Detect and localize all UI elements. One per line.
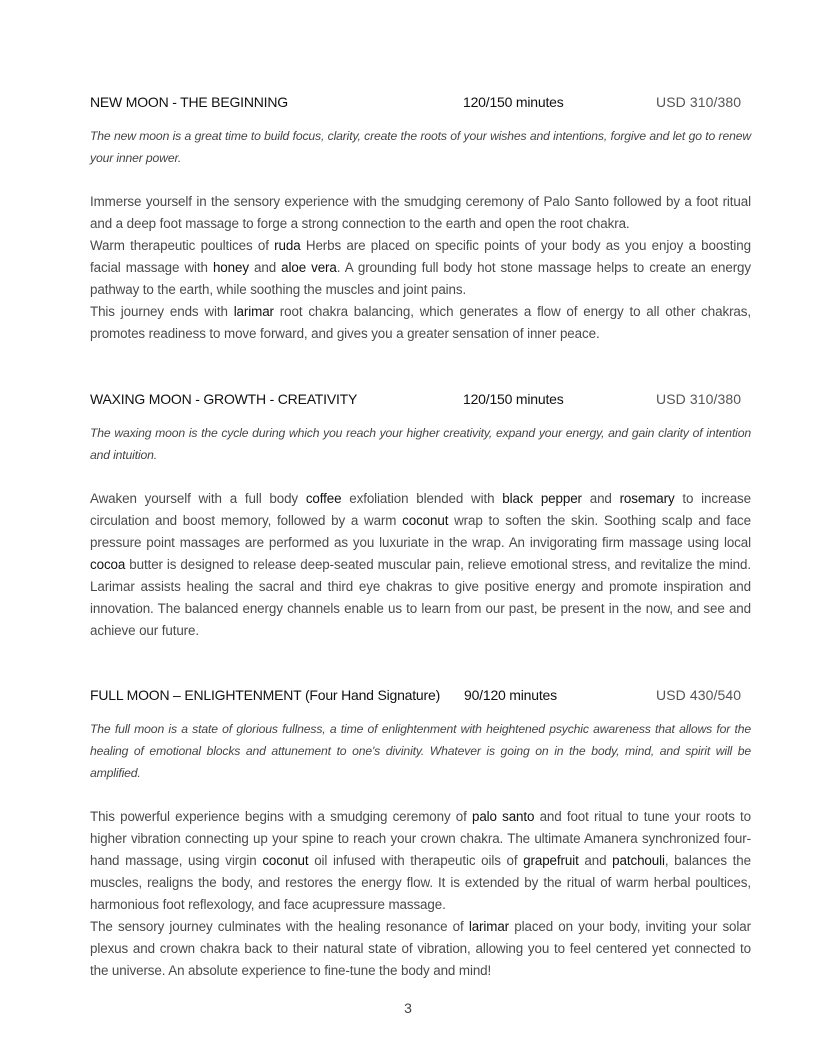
ingredient-highlight: aloe vera: [281, 260, 337, 275]
text-run: Herbs are placed on specific points of your body as you enjoy a boosting facial massage with: [90, 238, 752, 275]
text-run: The sensory journey culminates with the healing resonance of: [90, 919, 469, 934]
text-run: and: [248, 260, 282, 275]
treatment-intro: The new moon is a great time to build focus, clarity, create the roots of your wishes and intentions, forgive and let go to renew your inner power.: [90, 129, 751, 165]
treatment-title: NEW MOON - THE BEGINNING: [90, 94, 288, 110]
ingredient-highlight: patchouli: [612, 853, 665, 868]
ingredient-highlight: coconut: [262, 853, 309, 868]
description-paragraph: [90, 235, 751, 301]
treatment-price: USD 310/380: [656, 391, 742, 407]
description-paragraph: [90, 916, 751, 982]
description-paragraph: [90, 488, 751, 642]
description-paragraph: [90, 191, 751, 235]
treatment-waxing-moon: [90, 391, 751, 642]
treatment-description: [90, 806, 751, 982]
ingredient-highlight: grapefruit: [523, 853, 579, 868]
text-run: wrap to soften the skin. Soothing scalp and face pressure point massages are performed as you luxuriate in the wrap. An invigorating firm massage using local: [90, 513, 752, 550]
treatment-title: FULL MOON – ENLIGHTENMENT (Four Hand Signature): [90, 687, 441, 703]
ingredient-highlight: cocoa: [90, 557, 126, 572]
treatment-duration: 90/120 minutes: [464, 687, 557, 703]
text-run: , balances the muscles, realigns the body, and restores the energy flow. It is extended by the ritual of warm herbal poultices, harmonious foot reflexology, and face acupressure massage.: [90, 853, 751, 912]
text-run: . A grounding full body hot stone massage helps to create an energy pathway to the earth, while soothing the muscles and joint pains.: [90, 260, 751, 297]
text-run: Awaken yourself with a full body: [90, 491, 306, 506]
page-number: 3: [404, 1000, 412, 1016]
ingredient-highlight: palo santo: [471, 809, 535, 824]
text-run: butter is designed to release deep-seated muscular pain, relieve emotional stress, and revitalize the mind. Larimar assists healing the sacral and third eye chakras to give positive energy and promote inspiration and innovation. The balanced energy channels enable us to learn from our past, be present in the now, and see and achieve our future.: [90, 557, 751, 638]
treatment-header: [90, 391, 751, 409]
text-run: and: [581, 491, 620, 506]
ingredient-highlight: coconut: [402, 513, 449, 528]
ingredient-highlight: black pepper: [502, 491, 582, 506]
treatment-intro: The full moon is a state of glorious fullness, a time of enlightenment with heightened psychic awareness that allows for the healing of emotional blocks and attunement to one's divinity. Whatever is going on in the body, mind, and spirit will be amplified.: [90, 722, 751, 780]
text-run: Warm therapeutic poultices of: [90, 238, 275, 253]
treatment-description: [90, 191, 751, 345]
text-run: root chakra balancing, which generates a flow of energy to all other chakras, promotes readiness to move forward, and gives you a greater sensation of inner peace.: [90, 304, 751, 341]
text-run: This powerful experience begins with a smudging ceremony of: [90, 809, 472, 824]
text-run: and foot ritual to tune your roots to higher vibration connecting up your spine to reach your crown chakra. The ultimate Amanera synchronized four-hand massage, using virgin: [90, 809, 751, 868]
treatment-price: USD 430/540: [656, 687, 742, 703]
treatment-intro: The waxing moon is the cycle during which you reach your higher creativity, expand your energy, and gain clarity of intention and intuition.: [90, 426, 751, 462]
treatment-header: [90, 687, 751, 705]
treatment-duration: 120/150 minutes: [463, 94, 564, 110]
text-run: to increase circulation and boost memory, followed by a warm: [90, 491, 751, 528]
ingredient-highlight: coffee: [305, 491, 342, 506]
ingredient-highlight: rosemary: [619, 491, 675, 506]
treatment-header: [90, 94, 751, 112]
treatment-description: [90, 488, 751, 642]
ingredient-highlight: larimar: [233, 304, 274, 319]
text-run: Immerse yourself in the sensory experience with the smudging ceremony of Palo Santo followed by a foot ritual and a deep foot massage to forge a strong connection to the earth and open the root chakra.: [90, 194, 751, 231]
text-run: placed on your body, inviting your solar plexus and crown chakra back to their natural state of vibration, allowing you to feel centered yet connected to the universe. An absolute experience to fine-tune the body and mind!: [90, 919, 751, 978]
text-run: oil infused with therapeutic oils of: [308, 853, 524, 868]
ingredient-highlight: larimar: [468, 919, 510, 934]
ingredient-highlight: ruda: [274, 238, 301, 253]
description-paragraph: [90, 806, 751, 916]
treatment-duration: 120/150 minutes: [463, 391, 564, 407]
description-paragraph: [90, 301, 751, 345]
treatment-full-moon: [90, 687, 751, 982]
text-run: and: [578, 853, 613, 868]
treatment-title: WAXING MOON - GROWTH - CREATIVITY: [90, 391, 358, 407]
ingredient-highlight: honey: [212, 260, 249, 275]
treatment-price: USD 310/380: [656, 94, 742, 110]
treatment-new-moon: [90, 94, 751, 345]
text-run: This journey ends with: [90, 304, 234, 319]
text-run: exfoliation blended with: [341, 491, 503, 506]
